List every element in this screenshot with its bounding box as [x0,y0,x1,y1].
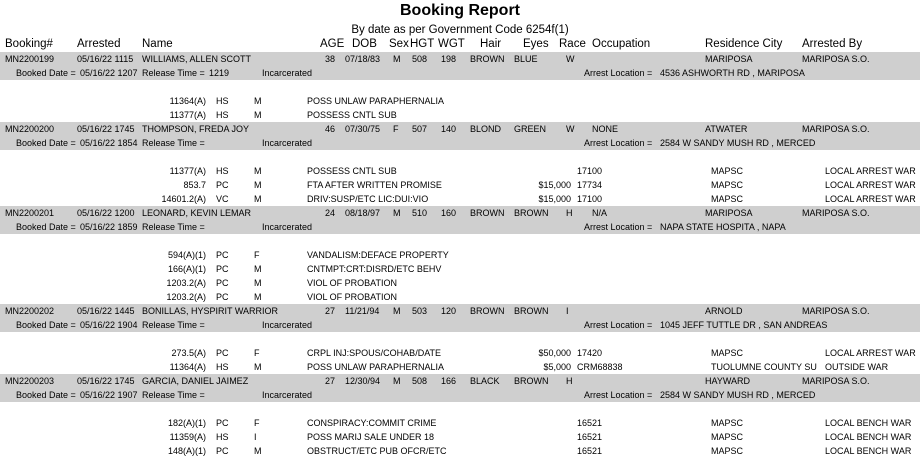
bail-amount: $5,000 [543,362,571,372]
height-value: 508 [412,54,428,64]
arrest-location-value: NAPA STATE HOSPITA , NAPA [660,222,786,232]
weight-value: 120 [441,306,457,316]
dob-value: 07/18/83 [345,54,381,64]
charge-type: PC [216,180,229,190]
arrest-location-value: 2584 W SANDY MUSH RD , MERCED [660,390,816,400]
case-number: 17100 [577,194,603,204]
case-number: CRM68838 [577,362,623,372]
charge-code: 14601.2(A) [161,194,206,204]
charge-description: POSS UNLAW PARAPHERNALIA [307,362,445,372]
charge-code: 853.7 [183,180,206,190]
custody-status: Incarcerated [262,138,313,148]
booked-date-value: 05/16/22 1854 [80,138,138,148]
weight-value: 160 [441,208,457,218]
bail-amount: $15,000 [538,194,571,204]
column-header: Race [559,38,586,50]
column-header: Eyes [523,38,549,50]
case-number: 16521 [577,432,603,442]
court-name: MAPSC [711,348,744,358]
height-value: 507 [412,124,428,134]
booked-date-label: Booked Date = [16,320,76,330]
age-value: 46 [324,124,335,134]
record-band [0,122,920,136]
booking-number: MN2200202 [5,306,55,316]
charge-level: M [254,292,262,302]
charge-type: PC [216,418,229,428]
charge-type: PC [216,292,229,302]
charge-code: 11364(A) [169,362,206,372]
weight-value: 140 [441,124,457,134]
charge-type: PC [216,264,229,274]
eyes-value: GREEN [514,124,547,134]
residence-city: HAYWARD [705,376,750,386]
record-band [0,52,920,66]
race-value: W [566,124,575,134]
charge-description: VIOL OF PROBATION [307,292,398,302]
charge-code: 11377(A) [169,166,206,176]
person-name: BONILLAS, HYSPIRIT WARRIOR [142,306,279,316]
warrant-type: LOCAL BENCH WAR [825,432,912,442]
case-number: 17100 [577,166,603,176]
booking-number: MN2200201 [5,208,55,218]
custody-status: Incarcerated [262,320,313,330]
arrest-location-label: Arrest Location = [584,320,653,330]
booking-number: MN2200200 [5,124,55,134]
court-name: MAPSC [711,446,744,456]
eyes-value: BLUE [514,54,538,64]
arrested-date: 05/16/22 1200 [77,208,135,218]
hair-value: BLACK [470,376,500,386]
column-header: Residence City [705,38,783,50]
court-name: MAPSC [711,166,744,176]
warrant-type: OUTSIDE WAR [825,362,889,372]
arrested-by: MARIPOSA S.O. [802,306,870,316]
charge-level: M [254,110,262,120]
charge-code: 148(A)(1) [167,446,206,456]
occupation-value: NONE [592,124,619,134]
release-time-label: Release Time = [142,68,205,78]
warrant-type: LOCAL ARREST WAR [825,166,916,176]
race-value: W [566,54,575,64]
race-value: I [566,306,569,316]
booked-date-value: 05/16/22 1907 [80,390,138,400]
charge-code: 182(A)(1) [167,418,206,428]
charge-code: 166(A)(1) [167,264,206,274]
eyes-value: BROWN [514,208,549,218]
court-name: MAPSC [711,418,744,428]
booked-date-value: 05/16/22 1859 [80,222,138,232]
report-title: Booking Report [400,2,520,19]
custody-status: Incarcerated [262,222,313,232]
release-time-value: 1219 [209,68,230,78]
column-header: Arrested By [802,38,863,50]
arrested-date: 05/16/22 1745 [77,376,135,386]
age-value: 24 [324,208,335,218]
arrested-by: MARIPOSA S.O. [802,208,870,218]
court-name: MAPSC [711,180,744,190]
booked-date-value: 05/16/22 1207 [80,68,138,78]
charge-level: I [254,432,257,442]
warrant-type: LOCAL BENCH WAR [825,446,912,456]
case-number: 16521 [577,446,603,456]
charge-description: POSS UNLAW PARAPHERNALIA [307,96,445,106]
release-time-label: Release Time = [142,320,205,330]
column-header: Hair [480,38,502,50]
arrested-by: MARIPOSA S.O. [802,54,870,64]
charge-type: PC [216,250,229,260]
charge-level: M [254,180,262,190]
charge-code: 594(A)(1) [167,250,206,260]
charge-code: 1203.2(A) [166,278,206,288]
column-header: AGE [320,38,345,50]
arrest-location-value: 2584 W SANDY MUSH RD , MERCED [660,138,816,148]
sex-value: M [393,306,401,316]
age-value: 38 [324,54,335,64]
charge-description: POSSESS CNTL SUB [307,166,397,176]
arrest-location-label: Arrest Location = [584,138,653,148]
court-name: TUOLUMNE COUNTY SU [711,362,817,372]
charge-level: F [254,418,260,428]
charge-level: M [254,446,262,456]
column-header: Arrested [77,38,121,50]
hair-value: BLOND [470,124,502,134]
custody-status: Incarcerated [262,390,313,400]
sex-value: M [393,54,401,64]
release-time-label: Release Time = [142,138,205,148]
record-band [0,304,920,318]
charge-type: HS [216,432,229,442]
arrested-date: 05/16/22 1445 [77,306,135,316]
person-name: LEONARD, KEVIN LEMAR [142,208,252,218]
booked-date-label: Booked Date = [16,138,76,148]
charge-level: M [254,166,262,176]
charge-level: M [254,362,262,372]
charge-description: CRPL INJ:SPOUS/COHAB/DATE [307,348,442,358]
warrant-type: LOCAL BENCH WAR [825,418,912,428]
arrest-location-value: 4536 ASHWORTH RD , MARIPOSA [660,68,805,78]
height-value: 508 [412,376,428,386]
charge-type: PC [216,446,229,456]
residence-city: ARNOLD [705,306,743,316]
arrest-location-value: 1045 JEFF TUTTLE DR , SAN ANDREAS [660,320,828,330]
bail-amount: $50,000 [538,348,571,358]
arrest-location-label: Arrest Location = [584,390,653,400]
record-band [0,206,920,220]
charge-level: M [254,264,262,274]
booking-number: MN2200203 [5,376,55,386]
report-subtitle: By date as per Government Code 6254f(1) [351,24,569,36]
charge-description: VIOL OF PROBATION [307,278,398,288]
charge-type: PC [216,348,229,358]
booked-date-value: 05/16/22 1904 [80,320,138,330]
dob-value: 08/18/97 [345,208,381,218]
weight-value: 166 [441,376,457,386]
weight-value: 198 [441,54,457,64]
race-value: H [566,208,573,218]
release-time-label: Release Time = [142,222,205,232]
charge-description: CONSPIRACY:COMMIT CRIME [307,418,437,428]
booked-date-label: Booked Date = [16,222,76,232]
charge-description: POSS MARIJ SALE UNDER 18 [307,432,435,442]
height-value: 510 [412,208,428,218]
charge-description: VANDALISM:DEFACE PROPERTY [307,250,449,260]
charge-type: HS [216,110,229,120]
age-value: 27 [324,306,335,316]
residence-city: ATWATER [705,124,748,134]
column-header: Booking# [5,38,53,50]
residence-city: MARIPOSA [705,54,753,64]
column-header: WGT [438,38,465,50]
occupation-value: N/A [592,208,608,218]
charge-type: HS [216,362,229,372]
custody-status: Incarcerated [262,68,313,78]
charge-description: POSSESS CNTL SUB [307,110,397,120]
arrested-by: MARIPOSA S.O. [802,124,870,134]
court-name: MAPSC [711,194,744,204]
sex-value: F [393,124,399,134]
age-value: 27 [324,376,335,386]
height-value: 503 [412,306,428,316]
column-header: Sex [389,38,409,50]
charge-level: F [254,348,260,358]
charge-type: HS [216,166,229,176]
eyes-value: BROWN [514,306,549,316]
column-header: Occupation [592,38,651,50]
warrant-type: LOCAL ARREST WAR [825,348,916,358]
charge-code: 273.5(A) [171,348,206,358]
booked-date-label: Booked Date = [16,68,76,78]
court-name: MAPSC [711,432,744,442]
charge-level: M [254,278,262,288]
column-header: HGT [410,38,435,50]
dob-value: 12/30/94 [345,376,381,386]
column-header: DOB [352,38,377,50]
arrested-date: 05/16/22 1115 [77,54,134,64]
charge-type: HS [216,96,229,106]
dob-value: 07/30/75 [345,124,381,134]
arrest-location-label: Arrest Location = [584,222,653,232]
charge-code: 11359(A) [169,432,206,442]
charge-description: CNTMPT:CRT:DISRD/ETC BEHV [307,264,442,274]
charge-code: 11364(A) [169,96,206,106]
hair-value: BROWN [470,54,505,64]
warrant-type: LOCAL ARREST WAR [825,180,916,190]
column-header: Name [142,38,173,50]
release-time-label: Release Time = [142,390,205,400]
arrested-date: 05/16/22 1745 [77,124,135,134]
race-value: H [566,376,573,386]
arrested-by: MARIPOSA S.O. [802,376,870,386]
dob-value: 11/21/94 [345,306,380,316]
booking-number: MN2200199 [5,54,55,64]
bail-amount: $15,000 [538,180,571,190]
charge-description: OBSTRUCT/ETC PUB OFCR/ETC [307,446,447,456]
case-number: 17734 [577,180,603,190]
case-number: 16521 [577,418,603,428]
charge-type: VC [216,194,229,204]
person-name: GARCIA, DANIEL JAIMEZ [142,376,249,386]
record-band [0,374,920,388]
charge-level: M [254,96,262,106]
sex-value: M [393,208,401,218]
arrest-location-label: Arrest Location = [584,68,653,78]
sex-value: M [393,376,401,386]
eyes-value: BROWN [514,376,549,386]
residence-city: MARIPOSA [705,208,753,218]
person-name: THOMPSON, FREDA JOY [142,124,250,134]
charge-level: F [254,250,260,260]
charge-description: FTA AFTER WRITTEN PROMISE [307,180,442,190]
charge-code: 11377(A) [169,110,206,120]
charge-level: M [254,194,262,204]
case-number: 17420 [577,348,603,358]
hair-value: BROWN [470,208,505,218]
charge-description: DRIV:SUSP/ETC LIC:DUI:VIO [307,194,429,204]
hair-value: BROWN [470,306,505,316]
warrant-type: LOCAL ARREST WAR [825,194,916,204]
person-name: WILLIAMS, ALLEN SCOTT [142,54,252,64]
booked-date-label: Booked Date = [16,390,76,400]
charge-type: PC [216,278,229,288]
charge-code: 1203.2(A) [166,292,206,302]
